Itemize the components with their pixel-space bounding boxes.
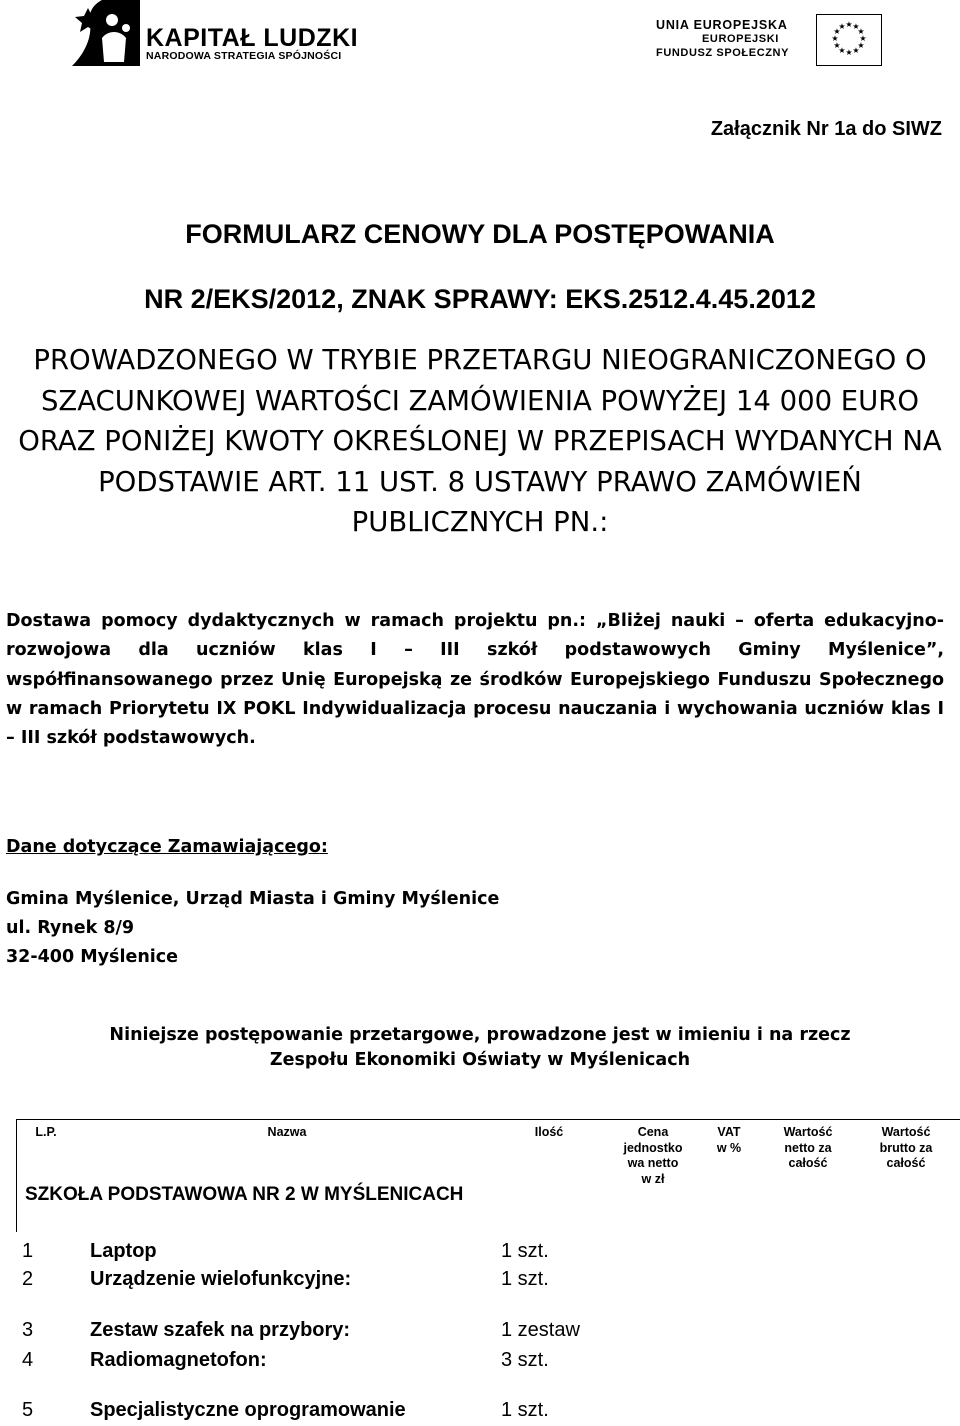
item-name: Specjalistyczne oprogramowanie [90, 1399, 406, 1421]
logo-right-line3: FUNDUSZ SPOŁECZNY [656, 47, 790, 59]
logo-right-line2: EUROPEJSKI [702, 33, 779, 45]
item-name: Urządzenie wielofunkcyjne: [90, 1268, 352, 1290]
school-name: SZKOŁA PODSTAWOWA NR 2 W MYŚLENICACH [25, 1184, 464, 1205]
svg-text:★: ★ [857, 41, 865, 50]
col-net-value: Wartość netto za całość [783, 1125, 833, 1170]
form-title: FORMULARZ CENOWY DLA POSTĘPOWANIA [185, 219, 775, 249]
eu-flag-icon [816, 14, 882, 66]
row-number: 4 [22, 1349, 34, 1371]
logo-right-line1: UNIA EUROPEJSKA [656, 18, 788, 32]
item-qty: 1 szt. [501, 1240, 549, 1262]
svg-text:★: ★ [857, 27, 865, 36]
row-number: 3 [22, 1319, 34, 1341]
svg-text:★: ★ [852, 22, 860, 31]
col-lp: L.P. [35, 1125, 57, 1139]
item-name: Zestaw szafek na przybory: [90, 1319, 351, 1341]
svg-text:★: ★ [831, 34, 839, 43]
procedure-note-line2: Zespołu Ekonomiki Oświaty w Myślenicach [269, 1050, 691, 1070]
annex-label: Załącznik Nr 1a do SIWZ [710, 118, 942, 140]
svg-text:★: ★ [852, 46, 860, 55]
row-number: 5 [22, 1399, 34, 1421]
svg-text:★: ★ [838, 46, 846, 55]
svg-text:★: ★ [859, 34, 867, 43]
col-name: Nazwa [267, 1125, 307, 1139]
kapital-ludzki-logo [68, 0, 368, 66]
svg-text:★: ★ [838, 22, 846, 31]
item-qty: 1 szt. [501, 1399, 549, 1421]
procedure-description: PROWADZONEGO W TRYBIE PRZETARGU NIEOGRANICZONEGO O SZACUNKOWEJ WARTOŚCI ZAMÓWIENIA POWYŻEJ 14 000 EURO ORAZ PONIŻEJ KWOTY OKREŚLONEJ W PRZEPISACH WYDANYCH NA PODSTAWIE ART. 11 UST. 8 USTAWY PRAWO ZAMÓWIEŃ PUBLICZNYCH PN.: [18, 344, 942, 538]
row-number: 1 [22, 1240, 34, 1262]
ordering-party-city: 32-400 Myślenice [6, 947, 179, 967]
svg-text:★: ★ [833, 41, 841, 50]
logo-left-title: KAPITAŁ LUDZKI [146, 24, 359, 52]
svg-text:★: ★ [845, 48, 853, 57]
item-qty: 1 szt. [501, 1268, 549, 1290]
item-name: Radiomagnetofon: [90, 1349, 267, 1371]
eu-logo [656, 14, 886, 70]
procedure-note [0, 1023, 960, 1073]
svg-text:★: ★ [845, 20, 853, 29]
ordering-party-name: Gmina Myślenice, Urząd Miasta i Gminy Myślenice [6, 889, 500, 909]
item-qty: 3 szt. [501, 1349, 549, 1371]
svg-text:★: ★ [833, 27, 841, 36]
ordering-party-address [6, 885, 499, 972]
ordering-party-heading: Dane dotyczące Zamawiającego: [6, 837, 328, 857]
kapital-ludzki-emblem-icon [68, 0, 140, 66]
row-number: 2 [22, 1268, 34, 1290]
col-gross-value: Wartość brutto za całość [879, 1125, 933, 1170]
item-qty: 1 zestaw [501, 1319, 580, 1341]
col-vat: VAT w % [716, 1125, 742, 1155]
ordering-party-street: ul. Rynek 8/9 [6, 918, 135, 938]
procedure-note-line1: Niniejsze postępowanie przetargowe, prowadzone jest w imieniu i na rzecz [109, 1025, 851, 1045]
price-table-header [16, 1119, 960, 1232]
item-name: Laptop [90, 1240, 157, 1262]
col-unit-price: Cena jednostko wa netto w zł [623, 1125, 683, 1186]
contract-description: Dostawa pomocy dydaktycznych w ramach projektu pn.: „Bliżej nauki – oferta edukacyjno-rozwojowa dla uczniów klas I – III szkół podstawowych Gminy Myślenice”, współfinansowanego przez Unię Europejską ze środków Europejskiego Funduszu Społecznego w ramach Priorytetu IX POKL Indywidualizacja procesu nauczania i wychowania uczniów klas I – III szkół podstawowych. [6, 611, 944, 749]
case-number: NR 2/EKS/2012, ZNAK SPRAWY: EKS.2512.4.45.2012 [144, 284, 816, 314]
logo-left-subtitle: NARODOWA STRATEGIA SPÓJNOŚCI [146, 50, 342, 62]
col-qty: Ilość [534, 1125, 564, 1139]
